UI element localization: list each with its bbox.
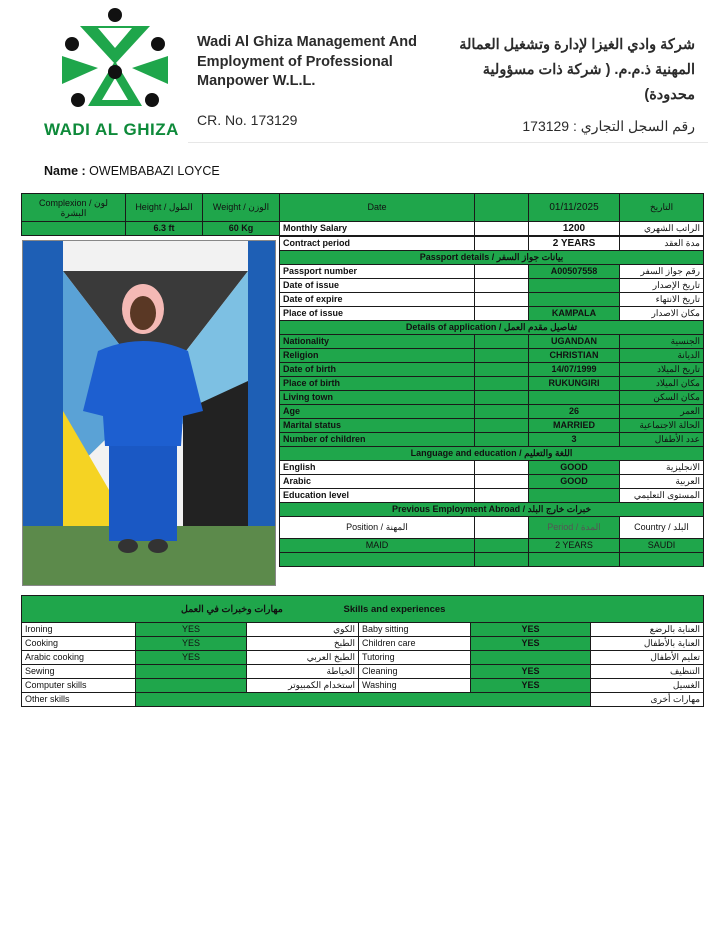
header-divider bbox=[188, 142, 708, 143]
empty-cell bbox=[620, 553, 704, 567]
date-value: 01/11/2025 bbox=[529, 194, 620, 222]
date-spacer bbox=[475, 194, 529, 222]
empty-cell bbox=[280, 553, 475, 567]
date-of-birth-label: Date of birth bbox=[280, 363, 475, 377]
date-of-issue-ar: تاريخ الإصدار bbox=[620, 279, 704, 293]
age-label: Age bbox=[280, 405, 475, 419]
place-of-birth-value: RUKUNGIRI bbox=[529, 377, 620, 391]
complexion-value bbox=[22, 222, 126, 236]
height-value: 6.3 ft bbox=[126, 222, 203, 236]
contract-spacer bbox=[475, 237, 529, 251]
cell-spacer bbox=[475, 433, 529, 447]
date-of-expire-ar: تاريخ الانتهاء bbox=[620, 293, 704, 307]
date-of-birth-ar: تاريخ الميلاد bbox=[620, 363, 704, 377]
salary-value: 1200 bbox=[529, 222, 620, 236]
language-section-title: Language and education / اللغة والتعليم bbox=[280, 447, 704, 461]
age-ar: العمر bbox=[620, 405, 704, 419]
passport-number-value: A00507558 bbox=[529, 265, 620, 279]
period-header: Period / المدة bbox=[529, 517, 620, 539]
date-of-expire-label: Date of expire bbox=[280, 293, 475, 307]
arabic-ar: العربية bbox=[620, 475, 704, 489]
passport-section-title: Passport details / بيانات جواز السفر bbox=[280, 251, 704, 265]
cell-spacer bbox=[475, 539, 529, 553]
place-of-birth-label: Place of birth bbox=[280, 377, 475, 391]
children-value: 3 bbox=[529, 433, 620, 447]
cell-spacer bbox=[475, 265, 529, 279]
nationality-label: Nationality bbox=[280, 335, 475, 349]
skill-sewing-ar: الخياطة bbox=[247, 665, 359, 679]
cell-spacer bbox=[475, 377, 529, 391]
company-name-ar-line: المهنية ذ.م.م. ( شركة ذات مسؤولية bbox=[482, 62, 695, 78]
height-header: Height / الطول bbox=[126, 194, 203, 222]
salary-ar: الراتب الشهري bbox=[620, 222, 704, 236]
skill-baby-sitting: Baby sitting bbox=[359, 623, 471, 637]
marital-status-label: Marital status bbox=[280, 419, 475, 433]
skill-sewing-value bbox=[136, 665, 247, 679]
date-of-birth-value: 14/07/1999 bbox=[529, 363, 620, 377]
skill-tutoring-value bbox=[471, 651, 591, 665]
company-name-en bbox=[197, 33, 437, 92]
name-label: Name : bbox=[44, 164, 86, 178]
education-value bbox=[529, 489, 620, 503]
nationality-ar: الجنسية bbox=[620, 335, 704, 349]
skill-cleaning: Cleaning bbox=[359, 665, 471, 679]
skill-sewing: Sewing bbox=[22, 665, 136, 679]
candidate-name bbox=[44, 164, 220, 178]
skill-arabic-cooking-value: YES bbox=[136, 651, 247, 665]
living-town-ar: مكان السكن bbox=[620, 391, 704, 405]
english-ar: الانجليزية bbox=[620, 461, 704, 475]
place-of-birth-ar: مكان الميلاد bbox=[620, 377, 704, 391]
skill-computer: Computer skills bbox=[22, 679, 136, 693]
other-skills-label: Other skills bbox=[22, 693, 136, 707]
skill-children-care-value: YES bbox=[471, 637, 591, 651]
company-name-en-line: Wadi Al Ghiza Management And bbox=[197, 34, 417, 50]
skill-computer-value bbox=[136, 679, 247, 693]
marital-status-value: MARRIED bbox=[529, 419, 620, 433]
cr-number-ar: رقم السجل التجاري : 173129 bbox=[522, 118, 695, 134]
application-section-title: Details of application / تفاصيل مقدم العمل bbox=[280, 321, 704, 335]
religion-value: CHRISTIAN bbox=[529, 349, 620, 363]
arabic-value: GOOD bbox=[529, 475, 620, 489]
weight-header: Weight / الوزن bbox=[203, 194, 280, 222]
company-name-ar bbox=[445, 33, 695, 108]
place-of-issue-ar: مكان الاصدار bbox=[620, 307, 704, 321]
skill-computer-ar: استخدام الكمبيوتر bbox=[247, 679, 359, 693]
skill-baby-sitting-value: YES bbox=[471, 623, 591, 637]
country-header: Country / البلد bbox=[620, 517, 704, 539]
cr-number-en: CR. No. 173129 bbox=[197, 112, 298, 128]
skill-baby-sitting-ar: العناية بالرضع bbox=[591, 623, 704, 637]
skill-washing-value: YES bbox=[471, 679, 591, 693]
english-label: English bbox=[280, 461, 475, 475]
nationality-value: UGANDAN bbox=[529, 335, 620, 349]
cell-spacer bbox=[475, 475, 529, 489]
skill-cooking-ar: الطبخ bbox=[247, 637, 359, 651]
contract-period-label: Contract period bbox=[280, 237, 475, 251]
other-skills-ar: مهارات أخرى bbox=[591, 693, 704, 707]
cell-spacer bbox=[475, 307, 529, 321]
cell-spacer bbox=[475, 293, 529, 307]
arabic-label: Arabic bbox=[280, 475, 475, 489]
skill-children-care: Children care bbox=[359, 637, 471, 651]
employment-position: MAID bbox=[280, 539, 475, 553]
salary-spacer bbox=[475, 222, 529, 236]
skill-arabic-cooking-ar: الطبخ العربي bbox=[247, 651, 359, 665]
date-label: Date bbox=[280, 194, 475, 222]
skills-title-ar: مهارات وخبرات في العمل bbox=[181, 603, 283, 615]
date-ar: التاريخ bbox=[620, 194, 704, 222]
date-of-issue-label: Date of issue bbox=[280, 279, 475, 293]
skill-cooking: Cooking bbox=[22, 637, 136, 651]
religion-ar: الديانة bbox=[620, 349, 704, 363]
marital-status-ar: الحالة الاجتماعية bbox=[620, 419, 704, 433]
candidate-photo bbox=[22, 240, 276, 586]
contract-value: 2 YEARS bbox=[529, 237, 620, 251]
cell-spacer bbox=[475, 419, 529, 433]
skill-tutoring: Tutoring bbox=[359, 651, 471, 665]
skill-ironing-ar: الكوي bbox=[247, 623, 359, 637]
cell-spacer bbox=[475, 517, 529, 539]
name-value: OWEMBABAZI LOYCE bbox=[89, 164, 220, 178]
skill-cleaning-value: YES bbox=[471, 665, 591, 679]
complexion-header: Complexion / لون البشرة bbox=[22, 194, 126, 222]
company-name-ar-line: محدودة) bbox=[644, 87, 695, 103]
weight-value: 60 Kg bbox=[203, 222, 280, 236]
cell-spacer bbox=[475, 391, 529, 405]
skills-table bbox=[21, 595, 704, 707]
age-value: 26 bbox=[529, 405, 620, 419]
details-table bbox=[279, 236, 704, 567]
skill-washing-ar: الغسيل bbox=[591, 679, 704, 693]
employment-country: SAUDI bbox=[620, 539, 704, 553]
skills-title-en: Skills and experiences bbox=[343, 603, 446, 615]
empty-cell bbox=[475, 553, 529, 567]
date-of-issue-value bbox=[529, 279, 620, 293]
cell-spacer bbox=[475, 349, 529, 363]
other-skills-value bbox=[136, 693, 591, 707]
place-of-issue-label: Place of issue bbox=[280, 307, 475, 321]
skill-cleaning-ar: التنظيف bbox=[591, 665, 704, 679]
living-town-value bbox=[529, 391, 620, 405]
top-info-table bbox=[21, 193, 704, 236]
date-of-expire-value bbox=[529, 293, 620, 307]
cell-spacer bbox=[475, 363, 529, 377]
skill-children-care-ar: العناية بالأطفال bbox=[591, 637, 704, 651]
education-label: Education level bbox=[280, 489, 475, 503]
cell-spacer bbox=[475, 279, 529, 293]
skill-ironing: Ironing bbox=[22, 623, 136, 637]
cell-spacer bbox=[475, 489, 529, 503]
monthly-salary-label: Monthly Salary bbox=[280, 222, 475, 236]
cell-spacer bbox=[475, 461, 529, 475]
company-name-en-line: Manpower W.L.L. bbox=[197, 73, 316, 89]
employment-section-title: Previous Employment Abroad / خبرات خارج البلد bbox=[280, 503, 704, 517]
children-ar: عدد الأطفال bbox=[620, 433, 704, 447]
position-header: Position / المهنة bbox=[280, 517, 475, 539]
company-name-en-line: Employment of Professional bbox=[197, 53, 393, 70]
passport-number-ar: رقم جواز السفر bbox=[620, 265, 704, 279]
skills-title bbox=[22, 596, 704, 623]
contract-ar: مدة العقد bbox=[620, 237, 704, 251]
skill-arabic-cooking: Arabic cooking bbox=[22, 651, 136, 665]
living-town-label: Living town bbox=[280, 391, 475, 405]
skill-cooking-value: YES bbox=[136, 637, 247, 651]
skill-ironing-value: YES bbox=[136, 623, 247, 637]
employment-period: 2 YEARS bbox=[529, 539, 620, 553]
empty-cell bbox=[529, 553, 620, 567]
place-of-issue-value: KAMPALA bbox=[529, 307, 620, 321]
religion-label: Religion bbox=[280, 349, 475, 363]
cell-spacer bbox=[475, 335, 529, 349]
children-label: Number of children bbox=[280, 433, 475, 447]
logo-text: WADI AL GHIZA bbox=[44, 120, 179, 139]
passport-number-label: Passport number bbox=[280, 265, 475, 279]
education-ar: المستوى التعليمي bbox=[620, 489, 704, 503]
company-name-ar-line: شركة وادي الغيزا لإدارة وتشغيل العمالة bbox=[459, 37, 695, 53]
cell-spacer bbox=[475, 405, 529, 419]
english-value: GOOD bbox=[529, 461, 620, 475]
skill-washing: Washing bbox=[359, 679, 471, 693]
skill-tutoring-ar: تعليم الأطفال bbox=[591, 651, 704, 665]
